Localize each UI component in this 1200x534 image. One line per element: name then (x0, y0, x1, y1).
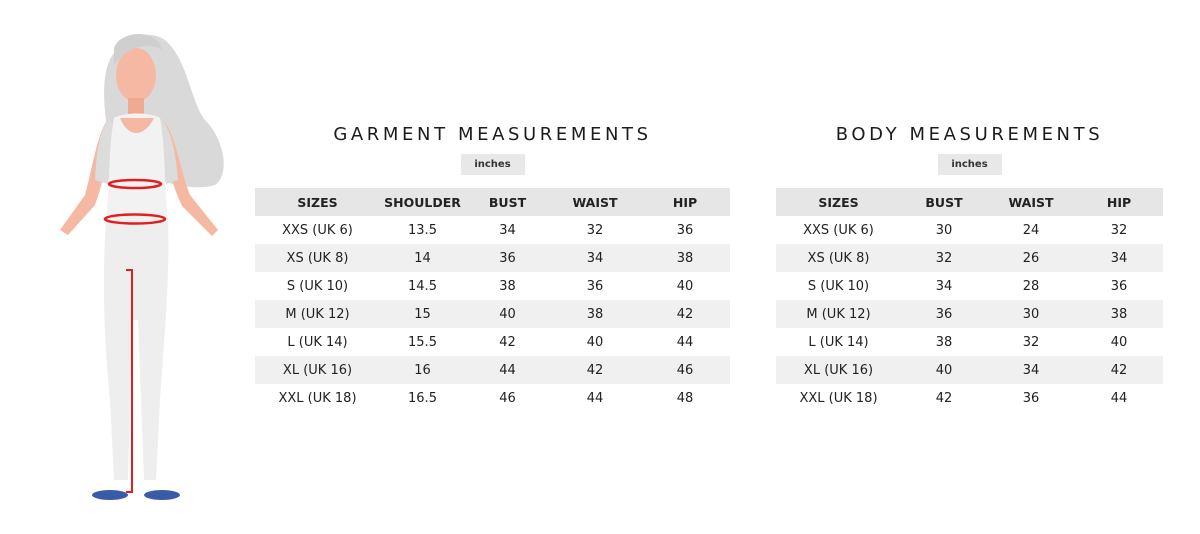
measurement-cell: 40 (901, 356, 987, 384)
column-header: SIZES (255, 188, 380, 216)
size-cell: L (UK 14) (776, 328, 901, 356)
measurement-cell: 32 (550, 216, 640, 244)
measurement-cell: 40 (640, 272, 730, 300)
measurement-cell: 38 (640, 244, 730, 272)
size-cell: XS (UK 8) (255, 244, 380, 272)
column-header: SHOULDER (380, 188, 465, 216)
size-cell: XXL (UK 18) (776, 384, 901, 412)
body-unit-badge: inches (938, 154, 1002, 175)
measurement-cell: 42 (901, 384, 987, 412)
measurement-cell: 38 (1075, 300, 1163, 328)
measurement-cell: 28 (987, 272, 1075, 300)
column-header: HIP (640, 188, 730, 216)
measurement-cell: 34 (1075, 244, 1163, 272)
table-row (776, 328, 1163, 356)
table-row (255, 328, 730, 356)
column-header: BUST (465, 188, 550, 216)
measurement-cell: 36 (901, 300, 987, 328)
table-row (255, 300, 730, 328)
garment-measurements-panel (255, 120, 730, 412)
body-measurement-illustration (40, 20, 240, 510)
measurement-cell: 38 (465, 272, 550, 300)
measurement-cell: 13.5 (380, 216, 465, 244)
measurement-cell: 46 (465, 384, 550, 412)
column-header: WAIST (550, 188, 640, 216)
measurement-cell: 16 (380, 356, 465, 384)
measurement-cell: 36 (987, 384, 1075, 412)
measurement-cell: 32 (1075, 216, 1163, 244)
table-row (776, 272, 1163, 300)
measurement-cell: 44 (1075, 384, 1163, 412)
garment-size-table (255, 188, 730, 412)
trousers-shape (104, 220, 168, 480)
measurement-cell: 40 (550, 328, 640, 356)
size-cell: XL (UK 16) (776, 356, 901, 384)
column-header: SIZES (776, 188, 901, 216)
measurement-cell: 40 (1075, 328, 1163, 356)
right-shoe-shape (144, 490, 180, 500)
measurement-cell: 34 (550, 244, 640, 272)
measurement-cell: 34 (987, 356, 1075, 384)
size-cell: XXS (UK 6) (255, 216, 380, 244)
measurement-cell: 16.5 (380, 384, 465, 412)
measurement-cell: 44 (550, 384, 640, 412)
measurement-cell: 48 (640, 384, 730, 412)
size-cell: XXS (UK 6) (776, 216, 901, 244)
table-row (776, 216, 1163, 244)
measurement-cell: 14.5 (380, 272, 465, 300)
left-shoe-shape (92, 490, 128, 500)
table-row (776, 384, 1163, 412)
garment-measurements-title: GARMENT MEASUREMENTS (333, 124, 652, 145)
measurement-cell: 15.5 (380, 328, 465, 356)
measurement-cell: 24 (987, 216, 1075, 244)
measurement-cell: 38 (550, 300, 640, 328)
measurement-cell: 15 (380, 300, 465, 328)
body-measurements-panel (776, 120, 1163, 412)
table-header-row (255, 188, 730, 216)
size-cell: XXL (UK 18) (255, 384, 380, 412)
size-cell: XS (UK 8) (776, 244, 901, 272)
measurement-cell: 34 (465, 216, 550, 244)
table-row (776, 244, 1163, 272)
measurement-cell: 34 (901, 272, 987, 300)
measurement-cell: 36 (550, 272, 640, 300)
table-header-row (776, 188, 1163, 216)
measurement-cell: 30 (987, 300, 1075, 328)
column-header: HIP (1075, 188, 1163, 216)
table-row (255, 272, 730, 300)
measurement-cell: 44 (640, 328, 730, 356)
table-row (255, 244, 730, 272)
garment-unit-badge: inches (461, 154, 525, 175)
measurement-cell: 42 (465, 328, 550, 356)
measurement-cell: 44 (465, 356, 550, 384)
table-row (255, 216, 730, 244)
measurement-cell: 40 (465, 300, 550, 328)
table-row (776, 356, 1163, 384)
size-cell: XL (UK 16) (255, 356, 380, 384)
size-cell: S (UK 10) (255, 272, 380, 300)
column-header: WAIST (987, 188, 1075, 216)
measurement-cell: 30 (901, 216, 987, 244)
measurement-cell: 42 (640, 300, 730, 328)
body-measurements-title: BODY MEASUREMENTS (835, 124, 1104, 145)
measurement-cell: 32 (901, 244, 987, 272)
measurement-cell: 36 (640, 216, 730, 244)
measurement-cell: 32 (987, 328, 1075, 356)
measurement-cell: 38 (901, 328, 987, 356)
size-cell: L (UK 14) (255, 328, 380, 356)
table-row (776, 300, 1163, 328)
measurement-cell: 42 (550, 356, 640, 384)
measurement-cell: 46 (640, 356, 730, 384)
table-row (255, 356, 730, 384)
measurement-cell: 14 (380, 244, 465, 272)
measurement-cell: 42 (1075, 356, 1163, 384)
measurement-cell: 26 (987, 244, 1075, 272)
size-cell: M (UK 12) (776, 300, 901, 328)
measurement-cell: 36 (465, 244, 550, 272)
measurement-cell: 36 (1075, 272, 1163, 300)
body-size-table (776, 188, 1163, 412)
column-header: BUST (901, 188, 987, 216)
table-row (255, 384, 730, 412)
size-cell: M (UK 12) (255, 300, 380, 328)
size-cell: S (UK 10) (776, 272, 901, 300)
